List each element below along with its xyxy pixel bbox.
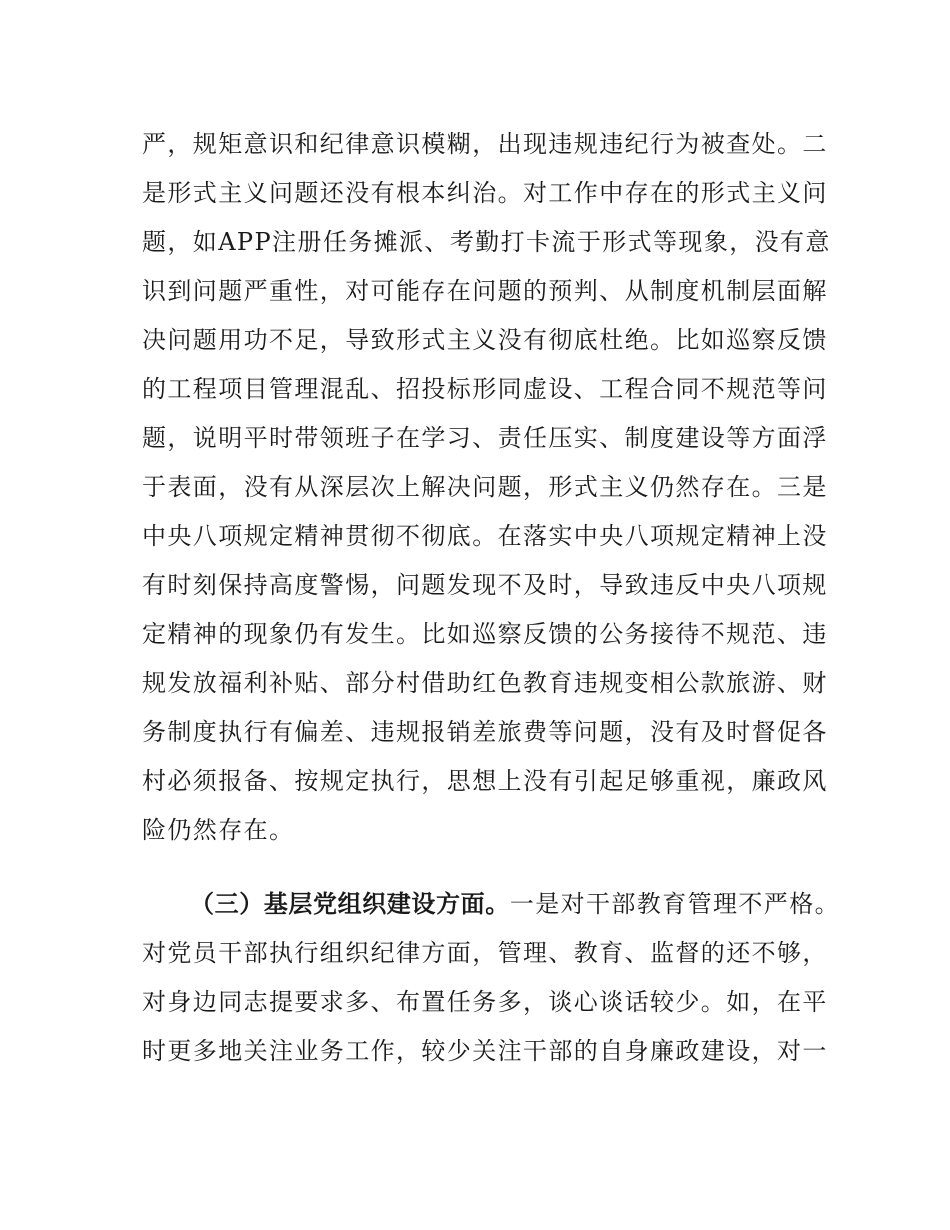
section-heading: （三）基层党组织建设方面。 — [190, 890, 510, 918]
body-text-line: 定精神的现象仍有发生。比如巡察反馈的公务接待不规范、违 — [142, 620, 828, 648]
body-text-line: 于表面，没有从深层次上解决问题，形式主义仍然存在。三是 — [142, 473, 828, 501]
body-text-line: 题，如APP注册任务摊派、考勤打卡流于形式等现象，没有意 — [142, 228, 831, 256]
body-text-line: 是形式主义问题还没有根本纠治。对工作中存在的形式主义问 — [142, 179, 828, 207]
body-text-line: 的工程项目管理混乱、招投标形同虚设、工程合同不规范等问 — [142, 375, 828, 403]
body-text-line: 决问题用功不足，导致形式主义没有彻底杜绝。比如巡察反馈 — [142, 326, 828, 354]
body-text-line: 有时刻保持高度警惕，问题发现不及时，导致违反中央八项规 — [142, 571, 828, 599]
body-text-line: 题，说明平时带领班子在学习、责任压实、制度建设等方面浮 — [142, 424, 828, 452]
body-text-line: 对党员干部执行组织纪律方面，管理、教育、监督的还不够， — [142, 939, 828, 967]
body-text-line: 对身边同志提要求多、布置任务多，谈心谈话较少。如，在平 — [142, 988, 828, 1016]
body-text-line: 务制度执行有偏差、违规报销差旅费等问题，没有及时督促各 — [142, 718, 828, 746]
section-heading-continuation: 一是对干部教育管理不严格。 — [509, 890, 841, 918]
body-text-line: 时更多地关注业务工作，较少关注干部的自身廉政建设，对一 — [142, 1037, 828, 1065]
body-text-line: 险仍然存在。 — [142, 816, 295, 844]
body-text-line: 村必须报备、按规定执行，思想上没有引起足够重视，廉政风 — [142, 767, 828, 795]
body-text-line: 中央八项规定精神贯彻不彻底。在落实中央八项规定精神上没 — [142, 522, 828, 550]
body-text-line: 识到问题严重性，对可能存在问题的预判、从制度机制层面解 — [142, 277, 828, 305]
body-text-line: 严，规矩意识和纪律意识模糊，出现违规违纪行为被查处。二 — [142, 130, 828, 158]
section-heading-line — [190, 888, 840, 920]
body-text-line: 规发放福利补贴、部分村借助红色教育违规变相公款旅游、财 — [142, 669, 828, 697]
